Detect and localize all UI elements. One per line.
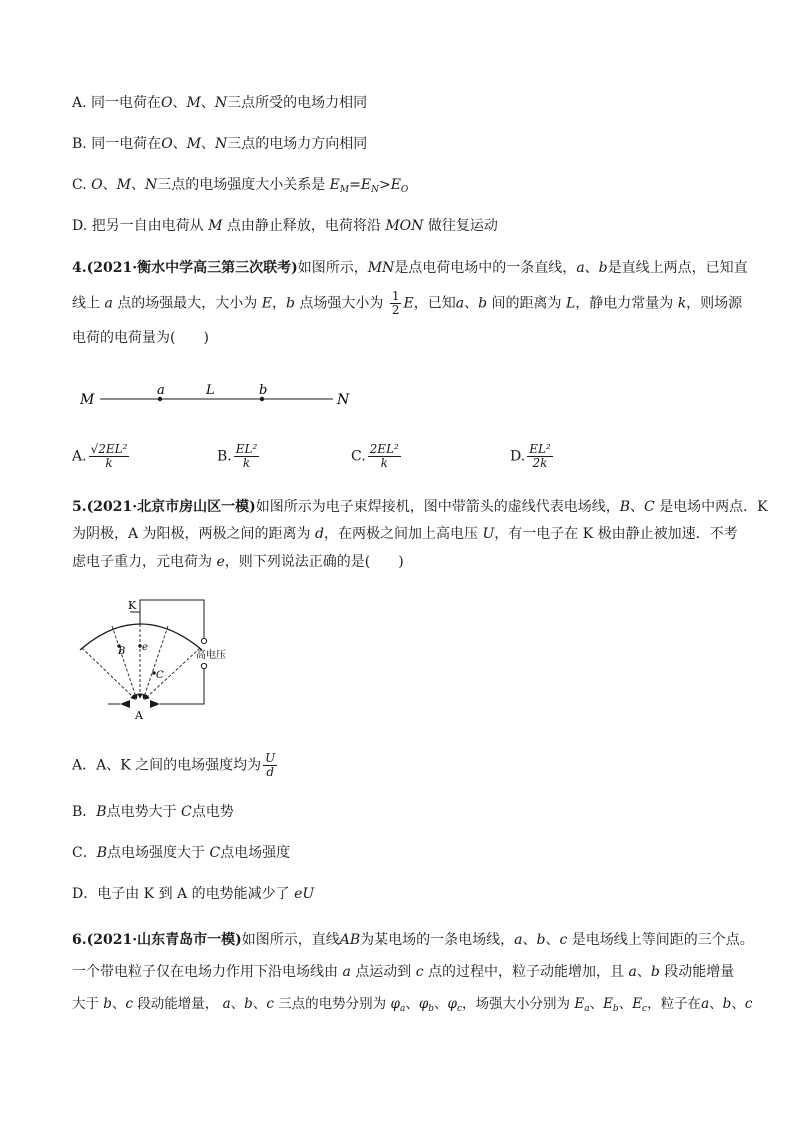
- anode-right: [150, 700, 160, 708]
- label-b: b: [259, 383, 268, 398]
- terminal-top: [201, 638, 206, 643]
- label-B: B: [118, 646, 126, 657]
- q5-option-c[interactable]: C．B点电场强度大于 C点电场强度: [72, 845, 291, 861]
- q3-option-b[interactable]: B. 同一电荷在O、M、N三点的电场力方向相同: [72, 136, 368, 152]
- anode-left: [120, 700, 130, 708]
- fraction-one-half: $\frac{1}{2}$: [391, 289, 400, 317]
- q5-stem-line2: 为阴极，A 为阳极，两极之间的距离为 d，在两极之间加上高电压 U，有一电子在 K 极由静止被加速．不考: [72, 526, 738, 542]
- q3-option-c[interactable]: C. O、M、N三点的电场强度大小关系是 $E_M=E_N>E_O$: [72, 177, 409, 195]
- q4-line-figure: [78, 380, 368, 412]
- field-line-4: [144, 626, 168, 697]
- q3-option-d[interactable]: D. 把另一自由电荷从 M 点由静止释放，电荷将沿 MON 做往复运动: [72, 218, 498, 234]
- label-e: e: [142, 642, 148, 653]
- wire-top: [140, 600, 204, 638]
- q4-stem-line2: 线上 a 点的场强最大，大小为 E，b 点场强大小为 $\frac{1}{2}$ E，已知a、b 间的距离为 L，静电力常量为 k，则场源: [72, 289, 743, 317]
- field-line-1: [82, 648, 134, 698]
- q5-option-d[interactable]: D．电子由 K 到 A 的电势能减少了 eU: [72, 886, 315, 902]
- label-K: K: [128, 599, 137, 612]
- q3-option-a[interactable]: A. 同一电荷在O、M、N三点所受的电场力相同: [72, 95, 368, 111]
- q4-option-a[interactable]: A. $\frac{\text{√2EL²}}{k}$: [72, 442, 128, 470]
- label-A: A: [135, 709, 143, 720]
- label-C: C: [156, 670, 164, 681]
- q6-stem-line2: 一个带电粒子仅在电场力作用下沿电场线由 a 点运动到 c 点的过程中，粒子动能增加，且 a、b 段动能增量: [72, 964, 735, 980]
- label-high-voltage: 高电压: [196, 650, 226, 661]
- field-line-2: [112, 626, 136, 697]
- q6-stem-line1: 6.(2021·山东青岛市一模)如图所示，直线AB为某电场的一条电场线，a、b、c 是电场线上等间距的三个点。: [72, 932, 754, 948]
- label-L: L: [206, 383, 215, 398]
- q4-option-c[interactable]: C. $\frac{\text{2EL²}}{k}$: [351, 442, 399, 470]
- q4-option-b[interactable]: B. $\frac{\text{EL²}}{k}$: [217, 442, 258, 470]
- q5-option-b[interactable]: B．B点电势大于 C点电势: [72, 804, 234, 820]
- q4-stem-line1: 4.(2021·衡水中学高三第三次联考)如图所示，MN是点电荷电场中的一条直线，a、b是直线上两点，已知直: [72, 260, 748, 276]
- label-N: N: [337, 392, 350, 408]
- q4-stem-line3: 电荷的电荷量为( ): [72, 330, 209, 346]
- wire-bottom: [170, 669, 204, 704]
- q4-option-d[interactable]: D. $\frac{\text{EL²}}{2k}$: [510, 442, 551, 470]
- q5-stem-line3: 虑电子重力，元电荷为 e，则下列说法正确的是( ): [72, 554, 404, 570]
- label-a: a: [157, 383, 165, 398]
- q6-stem-line3: 大于 b、c 段动能增量， a、b、c 三点的电势分别为 $\varphi_a$、$\varphi_b$、$\varphi_c$，场强大小分别为 $E_a$、$E_b$、$E_c$，粒子在a、b、c: [72, 996, 753, 1014]
- q5-option-a[interactable]: A．A、K 之间的电场强度均为 $\frac{U}{d}$: [72, 751, 276, 779]
- q5-stem-line1: 5.(2021·北京市房山区一模)如图所示为电子束焊接机，图中带箭头的虚线代表电场线，B、C 是电场中两点．K: [72, 499, 768, 515]
- label-M: M: [80, 392, 95, 408]
- terminal-bottom: [201, 663, 206, 668]
- electron-welder-figure: [72, 598, 242, 720]
